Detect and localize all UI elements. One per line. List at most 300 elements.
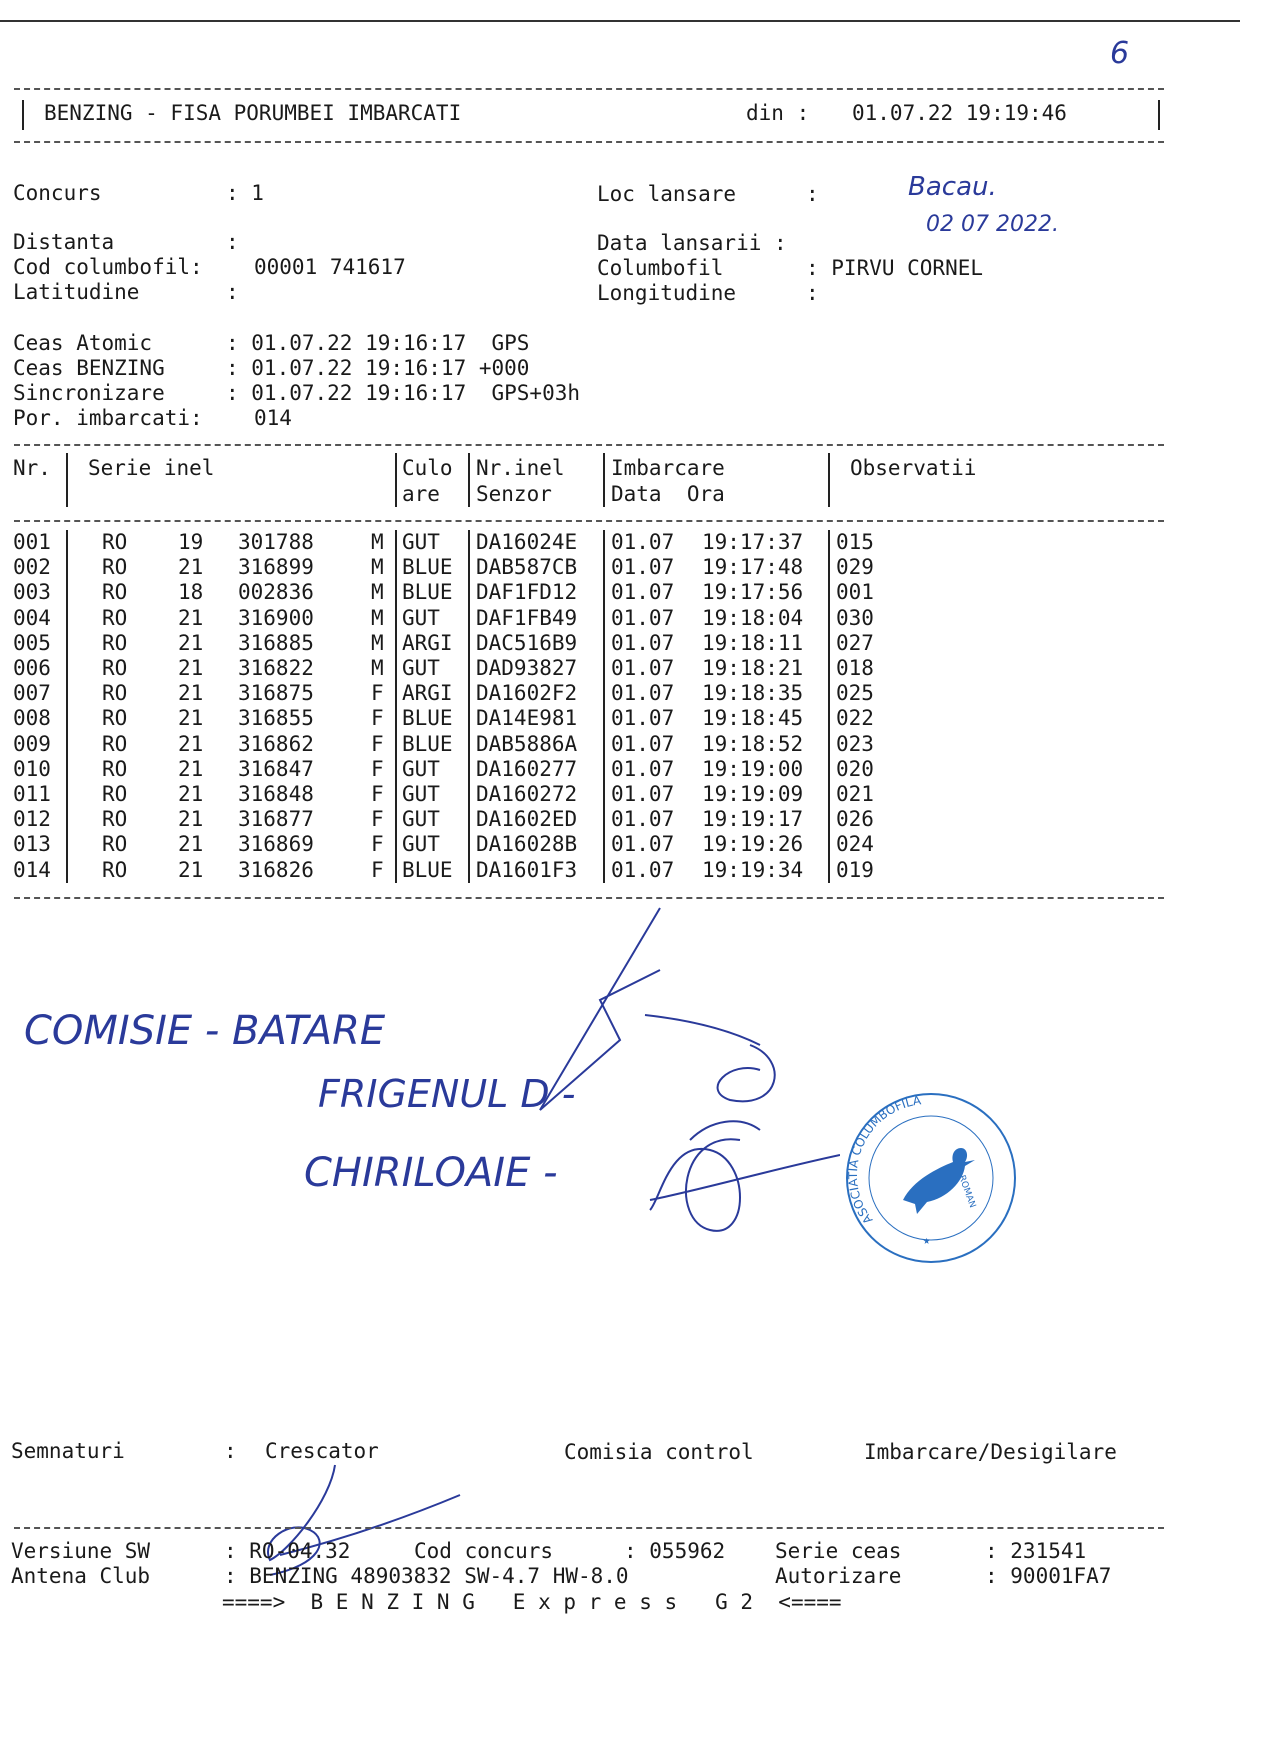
cell-an: 21 [178, 555, 204, 580]
latitudine-value: : [226, 280, 239, 304]
cell-senzor: DAB5886A [476, 731, 578, 756]
autorizare-label: Autorizare [775, 1564, 902, 1588]
cell-ora: 19:17:48 [702, 555, 804, 580]
cell-tara: RO [102, 555, 128, 580]
cell-senzor: DA1602ED [476, 807, 578, 832]
table-row [0, 782, 1200, 807]
benzing-banner: ====> B E N Z I N G E x p r e s s G 2 <==== [222, 1590, 842, 1614]
table-header-sep [468, 453, 470, 507]
table-header-sep [395, 453, 397, 507]
cod-columbofil-label: Cod columbofil: [13, 255, 203, 279]
cell-data: 01.07 [611, 807, 675, 832]
column-separator [395, 757, 397, 782]
column-separator [468, 681, 470, 706]
cell-obs: 027 [836, 630, 874, 655]
column-separator [828, 681, 830, 706]
pigeon-table [0, 530, 1200, 890]
table-header-sep [828, 453, 830, 507]
cell-obs: 020 [836, 756, 874, 781]
cell-cul: GUT [402, 782, 440, 806]
col-header-observatii: Observatii [850, 456, 977, 480]
cell-sex: F [371, 756, 384, 781]
column-separator [603, 606, 605, 631]
column-separator [603, 832, 605, 857]
cell-data: 01.07 [611, 605, 675, 630]
antena-club-label: Antena Club [11, 1564, 151, 1588]
column-separator [395, 656, 397, 681]
column-separator [395, 555, 397, 580]
column-separator [603, 555, 605, 580]
commission-line-1: COMISIE - BATARE [24, 1008, 386, 1054]
cell-senzor: DA16028B [476, 832, 578, 857]
cell-obs: 029 [836, 555, 874, 580]
cell-senzor: DAC516B9 [476, 630, 578, 655]
antena-club-value: : BENZING 48903832 SW-4.7 HW-8.0 [224, 1564, 629, 1588]
cell-tara: RO [102, 756, 128, 781]
cod-columbofil-value: 00001 741617 [254, 255, 406, 279]
cell-senzor: DA160272 [476, 782, 578, 806]
cell-inel: 316822 [238, 656, 314, 680]
column-separator [828, 530, 830, 555]
cell-ora: 19:18:52 [702, 731, 804, 756]
column-separator [468, 807, 470, 832]
cell-cul: BLUE [402, 857, 453, 882]
cell-ora: 19:19:09 [702, 782, 804, 806]
cell-cul: GUT [402, 530, 440, 554]
loc-lansare-label: Loc lansare [597, 182, 737, 206]
commission-line-2: FRIGENUL D - [318, 1072, 576, 1116]
serie-ceas-value: : 231541 [985, 1539, 1087, 1563]
serie-ceas-label: Serie ceas [775, 1539, 902, 1563]
cell-cul: GUT [402, 832, 440, 857]
sincronizare-value: : 01.07.22 19:16:17 GPS+03h [226, 381, 581, 405]
cell-obs: 024 [836, 832, 874, 857]
cell-data: 01.07 [611, 782, 675, 806]
cell-data: 01.07 [611, 630, 675, 655]
cell-tara: RO [102, 580, 128, 605]
column-separator [395, 782, 397, 807]
cell-obs: 019 [836, 857, 874, 882]
cell-cul: ARGI [402, 630, 453, 655]
cell-tara: RO [102, 782, 128, 806]
column-separator [468, 656, 470, 681]
cell-tara: RO [102, 706, 128, 731]
cell-obs: 026 [836, 807, 874, 832]
col-header-senzor: Senzor [476, 482, 552, 506]
cell-tara: RO [102, 807, 128, 832]
latitudine-label: Latitudine [13, 280, 140, 304]
cell-cul: GUT [402, 605, 440, 630]
handwritten-loc: Bacau. [908, 172, 997, 202]
cell-tara: RO [102, 832, 128, 857]
svg-text:ASOCIATIA COLUMBOFILA [846, 1093, 923, 1226]
cell-cul: BLUE [402, 706, 453, 731]
cell-tara: RO [102, 731, 128, 756]
crescator-label: Crescator [265, 1439, 379, 1463]
cell-ora: 19:17:37 [702, 530, 804, 554]
commission-line-3: CHIRILOAIE - [304, 1150, 558, 1196]
column-separator [395, 858, 397, 883]
col-header-imbarcare: Imbarcare [611, 456, 725, 480]
column-separator [66, 555, 68, 580]
column-separator [468, 631, 470, 656]
data-lansarii-label: Data lansarii : [597, 231, 787, 255]
columbofil-label: Columbofil [597, 256, 724, 280]
cell-senzor: DA1601F3 [476, 857, 578, 882]
cell-inel: 316900 [238, 605, 314, 630]
column-separator [66, 580, 68, 605]
autorizare-value: : 90001FA7 [985, 1564, 1112, 1588]
cell-tara: RO [102, 530, 128, 554]
ceas-benzing-label: Ceas BENZING [13, 356, 165, 380]
cell-obs: 015 [836, 530, 874, 554]
cell-nr: 001 [13, 530, 51, 554]
ceas-atomic-value: : 01.07.22 19:16:17 GPS [226, 331, 530, 355]
cell-data: 01.07 [611, 555, 675, 580]
cell-nr: 002 [13, 555, 51, 580]
cell-obs: 030 [836, 605, 874, 630]
comisia-control-label: Comisia control [564, 1440, 754, 1464]
cell-inel: 316877 [238, 807, 314, 832]
table-row [0, 757, 1200, 782]
cell-an: 21 [178, 630, 204, 655]
cell-inel: 002836 [238, 580, 314, 605]
cell-nr: 012 [13, 807, 51, 832]
versiune-value: : RO-04.32 [224, 1539, 351, 1563]
column-separator [395, 732, 397, 757]
column-separator [468, 555, 470, 580]
cell-obs: 023 [836, 731, 874, 756]
cell-nr: 011 [13, 782, 51, 806]
cell-sex: F [371, 681, 384, 706]
column-separator [395, 580, 397, 605]
column-separator [603, 807, 605, 832]
table-row [0, 807, 1200, 832]
table-row [0, 656, 1200, 681]
column-separator [66, 732, 68, 757]
cell-senzor: DAB587CB [476, 555, 578, 580]
concurs-value: : 1 [226, 181, 264, 205]
cell-an: 18 [178, 580, 204, 605]
column-separator [66, 757, 68, 782]
cell-cul: GUT [402, 656, 440, 680]
cell-sex: F [371, 857, 384, 882]
svg-text:★: ★ [923, 1233, 931, 1247]
col-header-serie: Serie inel [88, 456, 215, 480]
table-header-sep [603, 453, 605, 507]
handwritten-date: 02 07 2022. [926, 212, 1059, 237]
column-separator [395, 606, 397, 631]
table-row [0, 606, 1200, 631]
cell-cul: GUT [402, 807, 440, 832]
column-separator [468, 606, 470, 631]
cell-senzor: DA1602F2 [476, 681, 578, 706]
cell-obs: 018 [836, 656, 874, 680]
concurs-label: Concurs [13, 181, 102, 205]
column-separator [395, 807, 397, 832]
column-separator [603, 681, 605, 706]
imbarcare-desigilare-label: Imbarcare/Desigilare [864, 1440, 1117, 1464]
column-separator [66, 606, 68, 631]
top-rule [0, 20, 1240, 22]
column-separator [468, 782, 470, 807]
cell-an: 19 [178, 530, 204, 554]
cell-inel: 316847 [238, 756, 314, 781]
cell-sex: M [371, 555, 384, 580]
column-separator [66, 832, 68, 857]
cell-tara: RO [102, 656, 128, 680]
table-row [0, 681, 1200, 706]
cell-nr: 006 [13, 656, 51, 680]
cell-data: 01.07 [611, 857, 675, 882]
column-separator [828, 555, 830, 580]
header-right-bar [1158, 100, 1160, 130]
cell-obs: 021 [836, 782, 874, 806]
cell-senzor: DA160277 [476, 756, 578, 781]
cell-cul: BLUE [402, 731, 453, 756]
cell-nr: 010 [13, 756, 51, 781]
longitudine-value: : [806, 281, 819, 305]
cell-senzor: DA16024E [476, 530, 578, 554]
cell-cul: BLUE [402, 580, 453, 605]
table-row [0, 631, 1200, 656]
column-separator [828, 656, 830, 681]
porumbei-imbarcati-value: 014 [254, 406, 292, 430]
cell-data: 01.07 [611, 706, 675, 731]
cell-an: 21 [178, 656, 204, 680]
table-header-sep [66, 453, 68, 507]
stamp-text-2: ROMAN [956, 1173, 978, 1210]
cell-obs: 022 [836, 706, 874, 731]
cell-sex: M [371, 656, 384, 680]
column-separator [828, 782, 830, 807]
cell-ora: 19:18:04 [702, 605, 804, 630]
cell-data: 01.07 [611, 656, 675, 680]
cell-inel: 316875 [238, 681, 314, 706]
cell-tara: RO [102, 630, 128, 655]
col-header-culoare-2: are [402, 482, 440, 506]
cell-sex: M [371, 605, 384, 630]
cell-ora: 19:19:34 [702, 857, 804, 882]
column-separator [828, 832, 830, 857]
cell-senzor: DAD93827 [476, 656, 578, 680]
cell-sex: F [371, 807, 384, 832]
column-separator [828, 631, 830, 656]
cell-cul: GUT [402, 756, 440, 781]
col-header-data-ora: Data Ora [611, 482, 725, 506]
col-header-nr: Nr. [13, 456, 51, 480]
cell-ora: 19:19:00 [702, 756, 804, 781]
versiune-label: Versiune SW [11, 1539, 151, 1563]
column-separator [468, 530, 470, 555]
cell-sex: F [371, 731, 384, 756]
cell-nr: 004 [13, 605, 51, 630]
cell-data: 01.07 [611, 530, 675, 554]
table-row [0, 580, 1200, 605]
column-separator [66, 706, 68, 731]
cell-ora: 19:18:35 [702, 681, 804, 706]
column-separator [603, 530, 605, 555]
column-separator [603, 631, 605, 656]
sincronizare-label: Sincronizare [13, 381, 165, 405]
cell-nr: 008 [13, 706, 51, 731]
cell-sex: M [371, 530, 384, 554]
cell-sex: F [371, 706, 384, 731]
cell-obs: 001 [836, 580, 874, 605]
column-separator [395, 832, 397, 857]
semnaturi-label: Semnaturi [11, 1439, 125, 1463]
table-row [0, 555, 1200, 580]
cod-concurs-value: : 055962 [624, 1539, 726, 1563]
ceas-benzing-value: : 01.07.22 19:16:17 +000 [226, 356, 530, 380]
column-separator [828, 858, 830, 883]
column-separator [828, 757, 830, 782]
cell-cul: BLUE [402, 555, 453, 580]
association-stamp [843, 1090, 1019, 1266]
column-separator [468, 732, 470, 757]
column-separator [603, 858, 605, 883]
loc-lansare-value: : [806, 182, 819, 206]
cell-an: 21 [178, 857, 204, 882]
cell-ora: 19:18:45 [702, 706, 804, 731]
cell-sex: M [371, 630, 384, 655]
cell-an: 21 [178, 731, 204, 756]
column-separator [468, 757, 470, 782]
col-header-nrinel: Nr.inel [476, 456, 565, 480]
column-separator [395, 681, 397, 706]
cell-an: 21 [178, 605, 204, 630]
cell-obs: 025 [836, 681, 874, 706]
column-separator [66, 681, 68, 706]
col-header-culoare: Culo [402, 456, 453, 480]
column-separator [468, 706, 470, 731]
table-row [0, 858, 1200, 883]
column-separator [603, 757, 605, 782]
cell-an: 21 [178, 706, 204, 731]
cell-ora: 19:18:21 [702, 656, 804, 680]
cell-nr: 007 [13, 681, 51, 706]
column-separator [603, 580, 605, 605]
cell-nr: 005 [13, 630, 51, 655]
page-number: 6 [1110, 36, 1130, 71]
column-separator [603, 656, 605, 681]
cell-ora: 19:18:11 [702, 630, 804, 655]
column-separator [395, 706, 397, 731]
table-top-dash [14, 444, 1164, 446]
cell-an: 21 [178, 807, 204, 832]
column-separator [395, 530, 397, 555]
column-separator [828, 580, 830, 605]
cell-inel: 316855 [238, 706, 314, 731]
porumbei-imbarcati-label: Por. imbarcati: [13, 406, 203, 430]
column-separator [603, 732, 605, 757]
cell-inel: 316848 [238, 782, 314, 806]
cell-sex: F [371, 832, 384, 857]
table-header-dash [14, 520, 1164, 522]
column-separator [468, 580, 470, 605]
stamp-text: ASOCIATIA COLUMBOFILA [845, 1093, 922, 1227]
header-left-bar [22, 100, 24, 130]
column-separator [66, 807, 68, 832]
cell-ora: 19:19:17 [702, 807, 804, 832]
cell-senzor: DA14E981 [476, 706, 578, 731]
din-label: din : [746, 101, 810, 125]
column-separator [828, 732, 830, 757]
header-bottom-dash [14, 141, 1164, 143]
column-separator [828, 807, 830, 832]
cell-nr: 014 [13, 857, 51, 882]
table-row [0, 706, 1200, 731]
column-separator [66, 656, 68, 681]
document-title: BENZING - FISA PORUMBEI IMBARCATI [44, 101, 462, 125]
column-separator [395, 631, 397, 656]
cell-nr: 013 [13, 832, 51, 857]
cell-an: 21 [178, 756, 204, 781]
cell-tara: RO [102, 857, 128, 882]
cell-senzor: DAF1FD12 [476, 580, 578, 605]
table-row [0, 530, 1200, 555]
column-separator [66, 631, 68, 656]
cell-tara: RO [102, 681, 128, 706]
longitudine-label: Longitudine [597, 281, 737, 305]
semnaturi-colon: : [224, 1439, 237, 1463]
cell-inel: 316862 [238, 731, 314, 756]
column-separator [66, 782, 68, 807]
cell-inel: 316885 [238, 630, 314, 655]
cell-cul: ARGI [402, 681, 453, 706]
footer-dash [14, 1527, 1164, 1529]
cell-data: 01.07 [611, 731, 675, 756]
table-row [0, 832, 1200, 857]
cell-inel: 316899 [238, 555, 314, 580]
columbofil-value: : PIRVU CORNEL [806, 256, 984, 280]
cell-data: 01.07 [611, 580, 675, 605]
din-value: 01.07.22 19:19:46 [852, 101, 1067, 125]
cell-sex: F [371, 782, 384, 806]
column-separator [603, 706, 605, 731]
column-separator [603, 782, 605, 807]
table-bottom-dash [14, 897, 1164, 899]
cell-data: 01.07 [611, 756, 675, 781]
cell-an: 21 [178, 832, 204, 857]
cell-senzor: DAF1FB49 [476, 605, 578, 630]
cell-tara: RO [102, 605, 128, 630]
cell-ora: 19:19:26 [702, 832, 804, 857]
cell-an: 21 [178, 681, 204, 706]
cell-inel: 301788 [238, 530, 314, 554]
column-separator [468, 832, 470, 857]
commission-signatures [500, 900, 840, 1260]
cell-data: 01.07 [611, 832, 675, 857]
cell-an: 21 [178, 782, 204, 806]
cell-nr: 003 [13, 580, 51, 605]
cell-data: 01.07 [611, 681, 675, 706]
header-top-dash [14, 88, 1164, 90]
cell-nr: 009 [13, 731, 51, 756]
cod-concurs-label: Cod concurs [414, 1539, 554, 1563]
column-separator [828, 706, 830, 731]
distanta-label: Distanta [13, 230, 115, 254]
column-separator [828, 606, 830, 631]
table-row [0, 732, 1200, 757]
column-separator [66, 530, 68, 555]
distanta-value: : [226, 230, 239, 254]
cell-ora: 19:17:56 [702, 580, 804, 605]
cell-inel: 316869 [238, 832, 314, 857]
ceas-atomic-label: Ceas Atomic [13, 331, 153, 355]
cell-inel: 316826 [238, 857, 314, 882]
cell-sex: M [371, 580, 384, 605]
